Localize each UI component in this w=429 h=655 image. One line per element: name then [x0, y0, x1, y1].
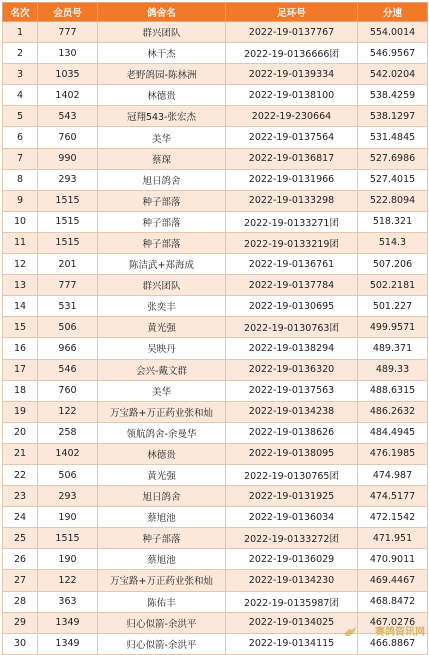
cell-speed: 518.321: [358, 211, 428, 232]
cell-member-id: 777: [38, 22, 98, 43]
table-body: [3, 22, 428, 655]
cell-rank: 15: [3, 317, 38, 338]
cell-member-id: 777: [38, 275, 98, 296]
cell-speed: 469.4467: [358, 570, 428, 591]
cell-loft-name: 万宝路+万正药业张和灿: [98, 401, 226, 422]
table-row: [3, 64, 428, 85]
cell-member-id: 293: [38, 486, 98, 507]
cell-loft-name: 美华: [98, 127, 226, 148]
cell-rank: 12: [3, 254, 38, 275]
cell-member-id: 258: [38, 422, 98, 443]
cell-loft-name: 万宝路+万正药业张和灿: [98, 570, 226, 591]
cell-loft-name: 林德贵: [98, 443, 226, 464]
cell-speed: 488.6315: [358, 380, 428, 401]
cell-member-id: 1349: [38, 633, 98, 654]
cell-ring-number: 2022-19-0136029: [226, 549, 358, 570]
cell-speed: 468.8472: [358, 591, 428, 612]
cell-speed: 501.227: [358, 296, 428, 317]
cell-loft-name: 归心似箭-余洪平: [98, 633, 226, 654]
cell-speed: 546.9567: [358, 43, 428, 64]
cell-ring-number: 2022-19-0136666团: [226, 43, 358, 64]
cell-rank: 17: [3, 359, 38, 380]
cell-rank: 4: [3, 85, 38, 106]
cell-ring-number: 2022-19-0136320: [226, 359, 358, 380]
cell-speed: 554.0014: [358, 22, 428, 43]
cell-member-id: 1515: [38, 528, 98, 549]
cell-loft-name: 群兴团队: [98, 22, 226, 43]
cell-speed: 466.8867: [358, 633, 428, 654]
table-row: [3, 612, 428, 633]
cell-speed: 527.6986: [358, 148, 428, 169]
table-row: [3, 22, 428, 43]
cell-loft-name: 归心似箭-余洪平: [98, 612, 226, 633]
table-row: [3, 106, 428, 127]
table-row: [3, 422, 428, 443]
cell-member-id: 122: [38, 401, 98, 422]
cell-member-id: 190: [38, 549, 98, 570]
cell-ring-number: 2022-19-0133298: [226, 190, 358, 211]
cell-ring-number: 2022-19-0136761: [226, 254, 358, 275]
table-row: [3, 443, 428, 464]
cell-rank: 18: [3, 380, 38, 401]
cell-rank: 22: [3, 464, 38, 485]
cell-ring-number: 2022-19-0134238: [226, 401, 358, 422]
header-ring-number: 足环号: [226, 3, 358, 22]
cell-loft-name: 群兴团队: [98, 275, 226, 296]
cell-ring-number: 2022-19-0139334: [226, 64, 358, 85]
cell-rank: 1: [3, 22, 38, 43]
cell-rank: 25: [3, 528, 38, 549]
cell-speed: 542.0204: [358, 64, 428, 85]
table-row: [3, 85, 428, 106]
cell-ring-number: 2022-19-0137784: [226, 275, 358, 296]
results-table: [2, 2, 428, 655]
cell-ring-number: 2022-19-0134230: [226, 570, 358, 591]
table-row: [3, 317, 428, 338]
cell-ring-number: 2022-19-0131925: [226, 486, 358, 507]
table-row: [3, 570, 428, 591]
table-row: [3, 254, 428, 275]
cell-ring-number: 2022-19-0133272团: [226, 528, 358, 549]
cell-rank: 16: [3, 338, 38, 359]
cell-ring-number: 2022-19-0137563: [226, 380, 358, 401]
cell-rank: 28: [3, 591, 38, 612]
cell-speed: 484.4945: [358, 422, 428, 443]
cell-speed: 502.2181: [358, 275, 428, 296]
cell-rank: 19: [3, 401, 38, 422]
cell-rank: 9: [3, 190, 38, 211]
cell-rank: 27: [3, 570, 38, 591]
table-row: [3, 127, 428, 148]
cell-ring-number: 2022-19-0136817: [226, 148, 358, 169]
cell-speed: 471.951: [358, 528, 428, 549]
table-row: [3, 275, 428, 296]
cell-member-id: 1402: [38, 443, 98, 464]
cell-rank: 30: [3, 633, 38, 654]
cell-speed: 489.371: [358, 338, 428, 359]
cell-ring-number: 2022-19-0131966: [226, 169, 358, 190]
header-loft-name: 鸽舍名: [98, 3, 226, 22]
cell-loft-name: 老野鸽园-陈林洲: [98, 64, 226, 85]
cell-member-id: 1349: [38, 612, 98, 633]
cell-rank: 23: [3, 486, 38, 507]
cell-speed: 486.2632: [358, 401, 428, 422]
cell-rank: 7: [3, 148, 38, 169]
cell-speed: 489.33: [358, 359, 428, 380]
cell-ring-number: 2022-19-0135987团: [226, 591, 358, 612]
table-row: [3, 507, 428, 528]
cell-member-id: 546: [38, 359, 98, 380]
cell-ring-number: 2022-19-0138100: [226, 85, 358, 106]
header-speed: 分速: [358, 3, 428, 22]
cell-rank: 5: [3, 106, 38, 127]
cell-member-id: 1402: [38, 85, 98, 106]
cell-ring-number: 2022-19-0138626: [226, 422, 358, 443]
cell-loft-name: 种子部落: [98, 232, 226, 253]
cell-member-id: 760: [38, 127, 98, 148]
cell-loft-name: 领航鸽舍-余曼华: [98, 422, 226, 443]
table-row: [3, 211, 428, 232]
cell-speed: 522.8094: [358, 190, 428, 211]
cell-ring-number: 2022-19-0130763团: [226, 317, 358, 338]
cell-ring-number: 2022-19-0130765团: [226, 464, 358, 485]
cell-loft-name: 黄光强: [98, 317, 226, 338]
cell-ring-number: 2022-19-0134115: [226, 633, 358, 654]
cell-ring-number: 2022-19-0134025: [226, 612, 358, 633]
cell-speed: 527.4015: [358, 169, 428, 190]
table-row: [3, 549, 428, 570]
table-row: [3, 148, 428, 169]
watermark: 赛鸽资讯网: [375, 627, 425, 638]
cell-member-id: 363: [38, 591, 98, 612]
header-rank: 名次: [3, 3, 38, 22]
header-member-id: 会员号: [38, 3, 98, 22]
cell-ring-number: 2022-19-0137564: [226, 127, 358, 148]
header-row: [3, 3, 428, 22]
table-row: [3, 401, 428, 422]
table-row: [3, 464, 428, 485]
cell-rank: 13: [3, 275, 38, 296]
cell-speed: 514.3: [358, 232, 428, 253]
table-row: [3, 486, 428, 507]
cell-member-id: 506: [38, 317, 98, 338]
cell-ring-number: 2022-19-0138095: [226, 443, 358, 464]
cell-loft-name: 陈佑丰: [98, 591, 226, 612]
cell-loft-name: 种子部落: [98, 190, 226, 211]
cell-loft-name: 蔡琛: [98, 148, 226, 169]
cell-rank: 29: [3, 612, 38, 633]
table-row: [3, 591, 428, 612]
cell-loft-name: 旭日鸽舍: [98, 169, 226, 190]
cell-speed: 499.9571: [358, 317, 428, 338]
cell-rank: 26: [3, 549, 38, 570]
cell-ring-number: 2022-19-0138294: [226, 338, 358, 359]
cell-member-id: 1515: [38, 232, 98, 253]
cell-rank: 3: [3, 64, 38, 85]
cell-member-id: 760: [38, 380, 98, 401]
cell-member-id: 990: [38, 148, 98, 169]
cell-member-id: 506: [38, 464, 98, 485]
cell-rank: 20: [3, 422, 38, 443]
cell-loft-name: 林干杰: [98, 43, 226, 64]
cell-member-id: 531: [38, 296, 98, 317]
cell-loft-name: 陈洁武+郑海成: [98, 254, 226, 275]
cell-ring-number: 2022-19-230664: [226, 106, 358, 127]
cell-speed: 472.1542: [358, 507, 428, 528]
cell-member-id: 1515: [38, 190, 98, 211]
pigeon-logo-icon: [343, 626, 357, 638]
cell-speed: 467.0276: [358, 612, 428, 633]
cell-loft-name: 蔡旭池: [98, 549, 226, 570]
cell-member-id: 130: [38, 43, 98, 64]
cell-loft-name: 冠翔543-张宏杰: [98, 106, 226, 127]
cell-rank: 6: [3, 127, 38, 148]
cell-loft-name: 会兴-戴文群: [98, 359, 226, 380]
cell-loft-name: 种子部落: [98, 528, 226, 549]
cell-speed: 507.206: [358, 254, 428, 275]
cell-member-id: 293: [38, 169, 98, 190]
cell-rank: 10: [3, 211, 38, 232]
cell-rank: 8: [3, 169, 38, 190]
cell-rank: 21: [3, 443, 38, 464]
table-row: [3, 359, 428, 380]
cell-loft-name: 吴映丹: [98, 338, 226, 359]
table-row: [3, 633, 428, 654]
cell-member-id: 543: [38, 106, 98, 127]
cell-rank: 24: [3, 507, 38, 528]
cell-member-id: 122: [38, 570, 98, 591]
cell-loft-name: 旭日鸽舍: [98, 486, 226, 507]
table-row: [3, 380, 428, 401]
cell-loft-name: 蔡旭池: [98, 507, 226, 528]
cell-loft-name: 林德贵: [98, 85, 226, 106]
table-row: [3, 190, 428, 211]
cell-ring-number: 2022-19-0137767: [226, 22, 358, 43]
cell-member-id: 190: [38, 507, 98, 528]
table-row: [3, 169, 428, 190]
cell-loft-name: 黄光强: [98, 464, 226, 485]
table-row: [3, 296, 428, 317]
cell-loft-name: 张奕丰: [98, 296, 226, 317]
table-row: [3, 338, 428, 359]
cell-speed: 474.5177: [358, 486, 428, 507]
cell-rank: 14: [3, 296, 38, 317]
cell-ring-number: 2022-19-0130695: [226, 296, 358, 317]
cell-speed: 474.987: [358, 464, 428, 485]
cell-member-id: 1035: [38, 64, 98, 85]
table-row: [3, 43, 428, 64]
cell-speed: 538.1297: [358, 106, 428, 127]
cell-ring-number: 2022-19-0136034: [226, 507, 358, 528]
cell-speed: 538.4259: [358, 85, 428, 106]
cell-speed: 531.4845: [358, 127, 428, 148]
cell-ring-number: 2022-19-0133271团: [226, 211, 358, 232]
cell-speed: 470.9011: [358, 549, 428, 570]
table-row: [3, 528, 428, 549]
cell-loft-name: 种子部落: [98, 211, 226, 232]
cell-member-id: 1515: [38, 211, 98, 232]
cell-member-id: 201: [38, 254, 98, 275]
cell-ring-number: 2022-19-0133219团: [226, 232, 358, 253]
cell-rank: 2: [3, 43, 38, 64]
cell-speed: 476.1985: [358, 443, 428, 464]
cell-rank: 11: [3, 232, 38, 253]
cell-member-id: 966: [38, 338, 98, 359]
cell-loft-name: 美华: [98, 380, 226, 401]
table-row: [3, 232, 428, 253]
